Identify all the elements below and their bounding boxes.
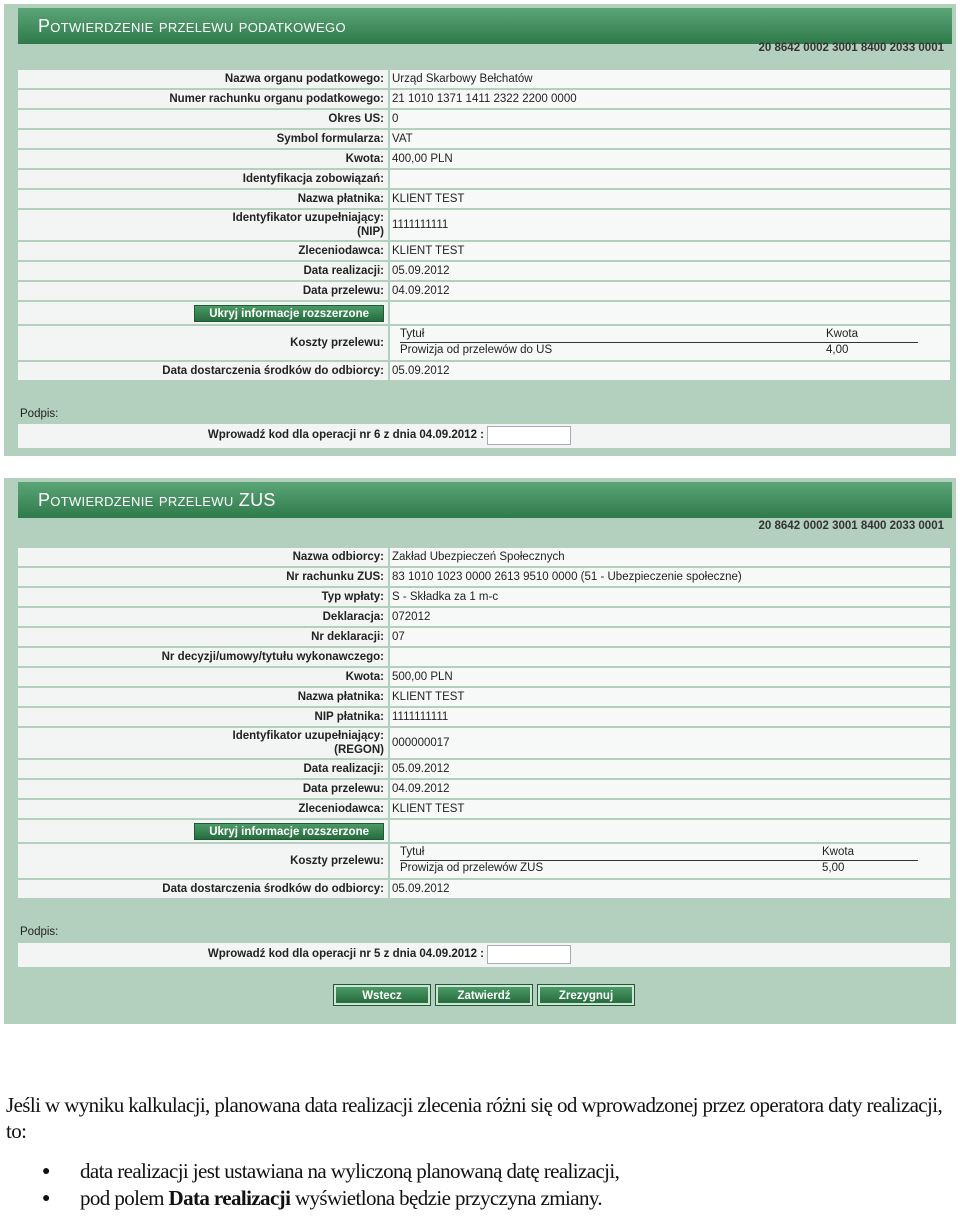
explanation-paragraph: Jeśli w wyniku kalkulacji, planowana data realizacji zlecenia różni się od wprowadzonej przez operatora daty realizacji, to: [6,1093,943,1143]
code-row [18,424,950,448]
table-row [18,170,950,190]
costs-table [390,326,950,360]
row-label: Identyfikacja zobowiązań: [18,170,390,188]
back-button[interactable]: Wstecz [334,985,430,1005]
table-row [18,608,950,628]
table-row [18,242,950,262]
row-value [390,648,950,666]
row-label [18,728,390,758]
list-item-text: wyświetlona będzie przyczyna zmiany. [290,1186,603,1210]
row-label: Koszty przelewu: [18,326,390,360]
row-label: Koszty przelewu: [18,844,390,878]
table-row [18,760,950,780]
row-label-line: (NIP) [357,226,384,238]
empty-value [390,820,950,842]
row-value: 05.09.2012 [390,362,950,380]
costs-item-title: Prowizja od przelewów ZUS [400,862,544,874]
costs-header [400,328,918,343]
account-number: 20 8642 0002 3001 8400 2033 0001 [758,520,944,532]
list-item [80,1185,946,1212]
row-label: Nazwa płatnika: [18,688,390,706]
row-label: Zleceniodawca: [18,800,390,818]
tax-transfer-panel [4,4,956,456]
row-value: 05.09.2012 [390,880,950,898]
table-row [18,628,950,648]
panel-header [18,8,952,44]
row-value: 07 [390,628,950,646]
row-label: Okres US: [18,110,390,128]
table-row [18,880,950,900]
table-row [18,210,950,242]
row-value: 1111111111 [390,708,950,726]
costs-item-amount: 5,00 [822,862,845,874]
row-label: Nazwa płatnika: [18,190,390,208]
table-row [18,688,950,708]
toggle-cell [18,302,390,324]
row-value: 0 [390,110,950,128]
table-row [18,190,950,210]
list-item: ● data realizacji jest ustawiana na wyliczoną planowaną datę realizacji, [80,1158,946,1185]
table-row [18,70,950,90]
code-row [18,943,950,967]
row-value: KLIENT TEST [390,242,950,260]
code-label: Wprowadź kod dla operacji nr 5 z dnia 04.09.2012 : [207,948,484,960]
row-value: Urząd Skarbowy Bełchatów [390,70,950,88]
panel-header [18,482,952,518]
row-label: Nazwa organu podatkowego: [18,70,390,88]
row-label: Typ wpłaty: [18,588,390,606]
row-label: Nr rachunku ZUS: [18,568,390,586]
row-label: Kwota: [18,150,390,168]
code-input[interactable] [487,426,571,445]
table-row [18,588,950,608]
costs-row [18,844,950,880]
row-label: Zleceniodawca: [18,242,390,260]
row-value: 83 1010 1023 0000 2613 9510 0000 (51 - Ubezpieczenie społeczne) [390,568,950,586]
table-row [18,548,950,568]
table-row [18,800,950,820]
row-value: 05.09.2012 [390,760,950,778]
table-row [18,648,950,668]
costs-col-amount: Kwota [822,846,854,858]
code-label: Wprowadź kod dla operacji nr 6 z dnia 04.09.2012 : [207,429,484,441]
row-value: 1111111111 [390,210,950,240]
explanation-list [6,1158,946,1212]
zus-transfer-panel [4,478,956,1024]
row-label: Data realizacji: [18,760,390,778]
row-label: Numer rachunku organu podatkowego: [18,90,390,108]
row-label: Deklaracja: [18,608,390,626]
row-label: Data realizacji: [18,262,390,280]
table-row [18,668,950,688]
hide-extended-info-button[interactable]: Ukryj informacje rozszerzone [194,305,384,322]
row-label: Data dostarczenia środków do odbiorcy: [18,362,390,380]
row-value: Zakład Ubezpieczeń Społecznych [390,548,950,566]
row-label: Nr deklaracji: [18,628,390,646]
table-row [18,568,950,588]
signature-label: Podpis: [20,926,59,938]
row-value: 500,00 PLN [390,668,950,686]
toggle-row [18,820,950,844]
toggle-row [18,302,950,326]
costs-table [390,844,950,878]
explanation-text [6,1092,946,1212]
list-item-bold: Data realizacji [168,1186,291,1210]
code-input[interactable] [487,945,571,964]
table-row [18,130,950,150]
row-value: KLIENT TEST [390,190,950,208]
table-row [18,110,950,130]
table-row [18,282,950,302]
confirm-button[interactable]: Zatwierdź [436,985,532,1005]
row-label-line: (REGON) [334,744,384,756]
costs-col-title: Tytuł [400,328,425,340]
row-label: Nazwa odbiorcy: [18,548,390,566]
hide-extended-info-button[interactable]: Ukryj informacje rozszerzone [194,823,384,840]
costs-col-title: Tytuł [400,846,425,858]
row-value: 04.09.2012 [390,282,950,300]
row-value: 072012 [390,608,950,626]
row-label: Data dostarczenia środków do odbiorcy: [18,880,390,898]
account-number: 20 8642 0002 3001 8400 2033 0001 [758,42,944,54]
table-row [18,362,950,382]
action-buttons [334,985,634,1005]
table-row [18,90,950,110]
row-value: VAT [390,130,950,148]
toggle-cell [18,820,390,842]
row-label: NIP płatnika: [18,708,390,726]
row-value: 000000017 [390,728,950,758]
list-item-text: pod polem [80,1186,169,1210]
costs-header [400,846,918,861]
row-value: KLIENT TEST [390,800,950,818]
row-value: 400,00 PLN [390,150,950,168]
costs-row [18,326,950,362]
row-value: KLIENT TEST [390,688,950,706]
table-row [18,262,950,282]
panel-title: Potwierdzenie przelewu ZUS [38,490,276,510]
details-table [18,70,950,382]
costs-item-title: Prowizja od przelewów do US [400,344,553,356]
row-label: Symbol formularza: [18,130,390,148]
row-value: 05.09.2012 [390,262,950,280]
row-value: 04.09.2012 [390,780,950,798]
table-row [18,728,950,760]
costs-col-amount: Kwota [826,328,858,340]
details-table [18,548,950,900]
row-label-line: Identyfikator uzupełniający: [232,730,384,742]
row-value [390,170,950,188]
signature-label: Podpis: [20,408,59,420]
table-row [18,780,950,800]
row-label: Data przelewu: [18,282,390,300]
row-label: Kwota: [18,668,390,686]
costs-item-amount: 4,00 [826,344,849,356]
row-label-line: Identyfikator uzupełniający: [232,212,384,224]
panel-title: Potwierdzenie przelewu podatkowego [38,16,346,36]
row-value: S - Składka za 1 m-c [390,588,950,606]
row-value: 21 1010 1371 1411 2322 2200 0000 [390,90,950,108]
table-row [18,708,950,728]
row-label: Data przelewu: [18,780,390,798]
cancel-button[interactable]: Zrezygnuj [538,985,634,1005]
table-row [18,150,950,170]
row-label: Nr decyzji/umowy/tytułu wykonawczego: [18,648,390,666]
empty-value [390,302,950,324]
row-label [18,210,390,240]
